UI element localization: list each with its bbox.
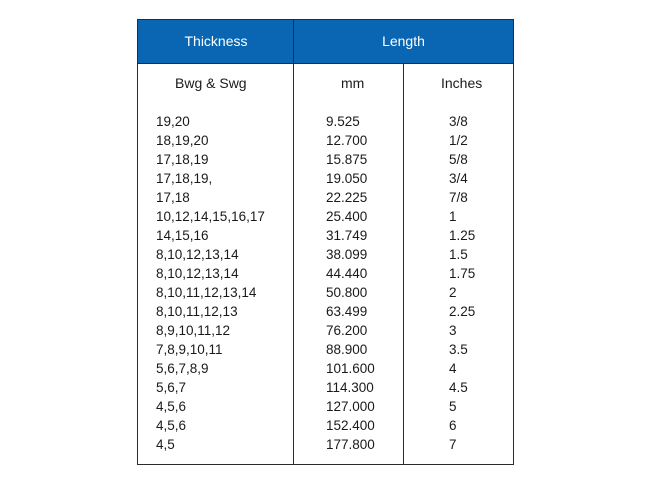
gauge-cell: 8,10,11,12,13 [156, 304, 238, 319]
mm-cell: 22.225 [326, 190, 368, 205]
inches-cell: 4 [449, 361, 457, 376]
mm-cell: 101.600 [326, 361, 375, 376]
mm-cell: 76.200 [326, 323, 368, 338]
inches-cell: 7/8 [449, 190, 468, 205]
gauge-cell: 8,9,10,11,12 [156, 323, 231, 338]
mm-cell: 38.099 [326, 247, 368, 262]
mm-cell: 9.525 [326, 114, 360, 129]
gauge-column [156, 112, 265, 454]
subheader-gauge: Bwg & Swg [175, 75, 247, 91]
inches-cell: 2.25 [449, 304, 476, 319]
gauge-cell: 8,10,12,13,14 [156, 247, 239, 262]
inches-cell: 2 [449, 285, 457, 300]
mm-cell: 44.440 [326, 266, 368, 281]
subheader-inches: Inches [441, 75, 483, 91]
gauge-cell: 8,10,11,12,13,14 [156, 285, 257, 300]
mm-cell: 127.000 [326, 399, 375, 414]
column-divider-thickness [293, 20, 294, 464]
gauge-cell: 8,10,12,13,14 [156, 266, 239, 281]
header-length: Length [382, 33, 425, 49]
gauge-cell: 7,8,9,10,11 [156, 342, 223, 357]
dimensions-table [137, 19, 514, 465]
header-thickness: Thickness [184, 33, 248, 49]
gauge-cell: 17,18,19, [156, 171, 213, 186]
mm-column [326, 112, 375, 454]
mm-cell: 12.700 [326, 133, 368, 148]
gauge-cell: 18,19,20 [156, 133, 209, 148]
inches-cell: 3.5 [449, 342, 468, 357]
mm-cell: 114.300 [326, 380, 374, 395]
gauge-cell: 4,5,6 [156, 399, 187, 414]
inches-column [449, 112, 475, 454]
gauge-cell: 4,5 [156, 437, 175, 452]
mm-cell: 31.749 [326, 228, 368, 243]
mm-cell: 152.400 [326, 418, 375, 433]
mm-cell: 50.800 [326, 285, 368, 300]
inches-cell: 1.75 [449, 266, 476, 281]
gauge-cell: 5,6,7 [156, 380, 187, 395]
gauge-cell: 5,6,7,8,9 [156, 361, 209, 376]
mm-cell: 15.875 [326, 152, 368, 167]
gauge-cell: 17,18 [156, 190, 190, 205]
mm-cell: 88.900 [326, 342, 368, 357]
table-header-row [138, 20, 513, 64]
inches-cell: 3/4 [449, 171, 468, 186]
inches-cell: 1.25 [449, 228, 476, 243]
subheader-mm: mm [341, 75, 365, 91]
gauge-cell: 17,18,19 [156, 152, 209, 167]
inches-cell: 1/2 [449, 133, 468, 148]
inches-cell: 7 [449, 437, 457, 452]
mm-cell: 177.800 [326, 437, 375, 452]
inches-cell: 5 [449, 399, 457, 414]
gauge-cell: 10,12,14,15,16,17 [156, 209, 265, 224]
inches-cell: 6 [449, 418, 457, 433]
gauge-cell: 14,15,16 [156, 228, 209, 243]
column-divider-mm [403, 64, 404, 464]
mm-cell: 19.050 [326, 171, 368, 186]
gauge-cell: 4,5,6 [156, 418, 187, 433]
inches-cell: 3 [449, 323, 457, 338]
inches-cell: 4.5 [449, 380, 468, 395]
mm-cell: 25.400 [326, 209, 368, 224]
inches-cell: 1.5 [449, 247, 468, 262]
gauge-cell: 19,20 [156, 114, 190, 129]
inches-cell: 5/8 [449, 152, 468, 167]
inches-cell: 1 [449, 209, 457, 224]
inches-cell: 3/8 [449, 114, 468, 129]
mm-cell: 63.499 [326, 304, 368, 319]
